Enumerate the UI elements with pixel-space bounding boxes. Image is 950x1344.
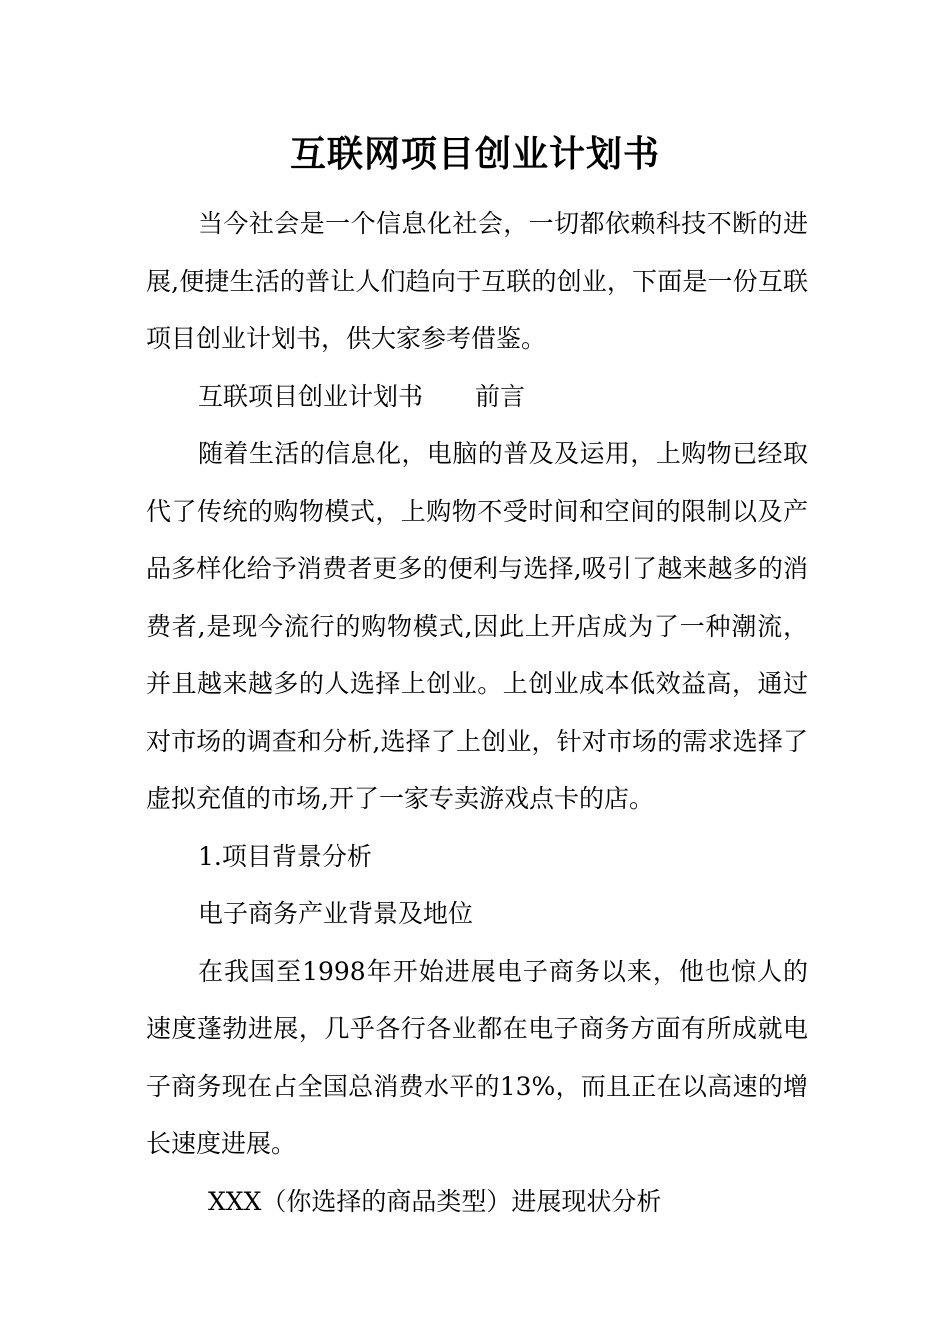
heading-project-background: 1.项目背景分析 <box>198 841 372 871</box>
subheading-product-status: XXX（你选择的商品类型）进展现状分析 <box>208 1186 662 1216</box>
intro-paragraph: 当今社会是一个信息化社会，一切都依赖科技不断的进展,便捷生活的普让人们趋向于互联的创业，下面是一份互联项目创业计划书，供大家参考借鉴。 <box>146 209 808 353</box>
ecommerce-paragraph: 在我国至1998年开始进展电子商务以来，他也惊人的速度蓬勃进展，几乎各行各业都在电子商务方面有所成就电子商务现在占全国总消费水平的13%，而且正在以高速的增长速度进展。 <box>146 956 808 1158</box>
section-heading-title: 互联项目创业计划书 <box>198 381 424 411</box>
document-body <box>146 195 808 1230</box>
preface-paragraph: 随着生活的信息化，电脑的普及及运用，上购物已经取代了传统的购物模式，上购物不受时间和空间的限制以及产品多样化给予消费者更多的便利与选择,吸引了越来越多的消费者,是现今流行的购物模式,因此上开店成为了一种潮流，并且越来越多的人选择上创业。上创业成本低效益高，通过对市场的调查和分析,选择了上创业，针对市场的需求选择了虚拟充值的市场,开了一家专卖游戏点卡的店。 <box>146 439 808 813</box>
section-heading <box>146 368 808 426</box>
section-heading-preface: 前言 <box>475 381 526 411</box>
subheading-ecommerce-background: 电子商务产业背景及地位 <box>198 899 474 928</box>
document-title: 互联网项目创业计划书 <box>289 133 660 175</box>
